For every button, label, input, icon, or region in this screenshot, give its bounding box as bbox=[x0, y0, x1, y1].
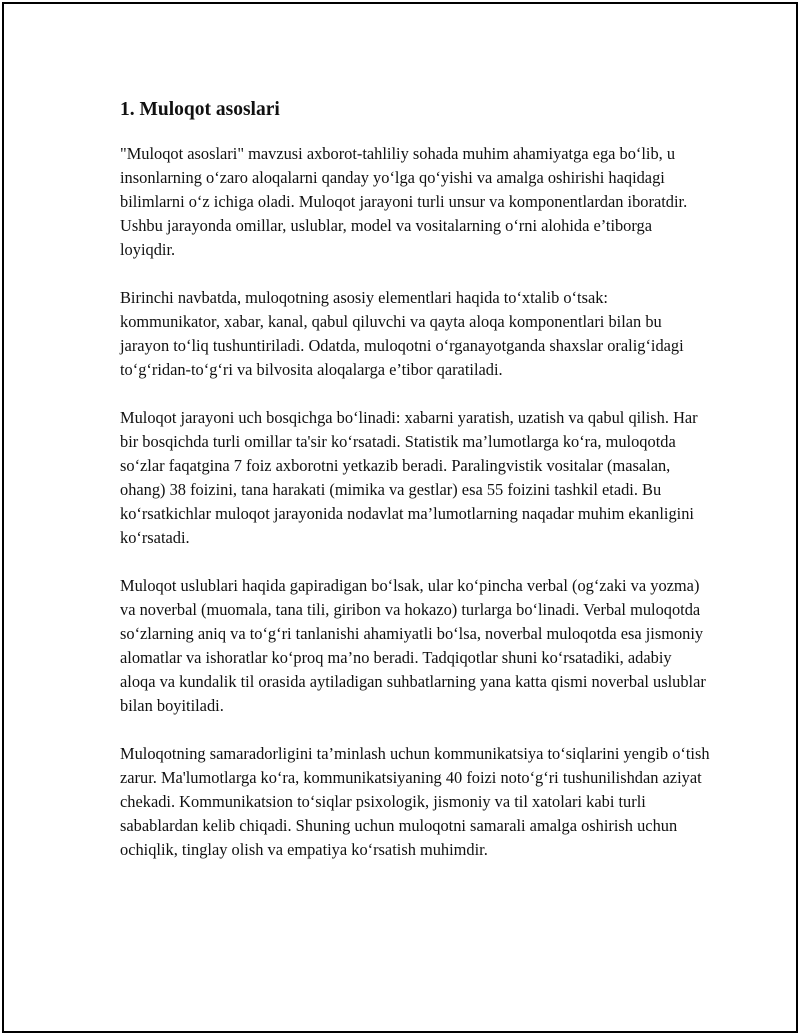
paragraph-3: Muloqot jarayoni uch bosqichga bo‘linadi: xabarni yaratish, uzatish va qabul qilish. Har bir bosqichda turli omillar ta'sir ko‘rsatadi. Statistik ma’lumotlarga ko‘ra, muloqotda so‘zlar faqatgina 7 foiz axborotni yetkazib beradi. Paralingvistik vositalar (masalan, ohang) 38 foizini, tana harakati (mimika va gestlar) esa 55 foizini tashkil etadi. Bu ko‘rsatkichlar muloqot jarayonida nodavlat ma’lumotlarning naqadar muhim ekanligini ko‘rsatadi. bbox=[120, 408, 698, 547]
page-frame bbox=[2, 2, 798, 1033]
paragraph-2: Birinchi navbatda, muloqotning asosiy elementlari haqida to‘xtalib o‘tsak: kommunikator, xabar, kanal, qabul qiluvchi va qayta aloqa komponentlari bilan bu jarayon to‘liq tushuntiriladi. Odatda, muloqotni o‘rganayotganda shaxslar oralig‘idagi to‘g‘ridan-to‘g‘ri va bilvosita aloqalarga e’tibor qaratiladi. bbox=[120, 288, 684, 379]
paragraph-4: Muloqot uslublari haqida gapiradigan bo‘lsak, ular ko‘pincha verbal (og‘zaki va yozma) va noverbal (muomala, tana tili, giribon va hokazo) turlarga bo‘linadi. Verbal muloqotda so‘zlarning aniq va to‘g‘ri tanlanishi ahamiyatli bo‘lsa, noverbal muloqotda esa jismoniy alomatlar va ishoratlar ko‘proq ma’no beradi. Tadqiqotlar shuni ko‘rsatadiki, adabiy aloqa va kundalik til orasida aytiladigan suhbatlarning yana katta qismi noverbal uslublar bilan boyitiladi. bbox=[120, 576, 706, 715]
paragraph-5: Muloqotning samaradorligini ta’minlash uchun kommunikatsiya to‘siqlarini yengib o‘tish zarur. Ma'lumotlarga ko‘ra, kommunikatsiyaning 40 foizi noto‘g‘ri tushunilishdan aziyat chekadi. Kommunikatsion to‘siqlar psixologik, jismoniy va til xatolari kabi turli sabablardan kelib chiqadi. Shuning uchun muloqotni samarali amalga oshirish uchun ochiqlik, tinglay olish va empatiya ko‘rsatish muhimdir. bbox=[120, 744, 710, 859]
document-body bbox=[120, 96, 710, 886]
paragraph-1: "Muloqot asoslari" mavzusi axborot-tahliliy sohada muhim ahamiyatga ega bo‘lib, u insonlarning o‘zaro aloqalarni qanday yo‘lga qo‘yishi va amalga oshirishi haqidagi bilimlarni o‘z ichiga oladi. Muloqot jarayoni turli unsur va komponentlardan iboratdir. Ushbu jarayonda omillar, uslublar, model va vositalarning o‘rni alohida e’tiborga loyiqdir. bbox=[120, 144, 688, 259]
document-title: 1. Muloqot asoslari bbox=[120, 99, 280, 120]
